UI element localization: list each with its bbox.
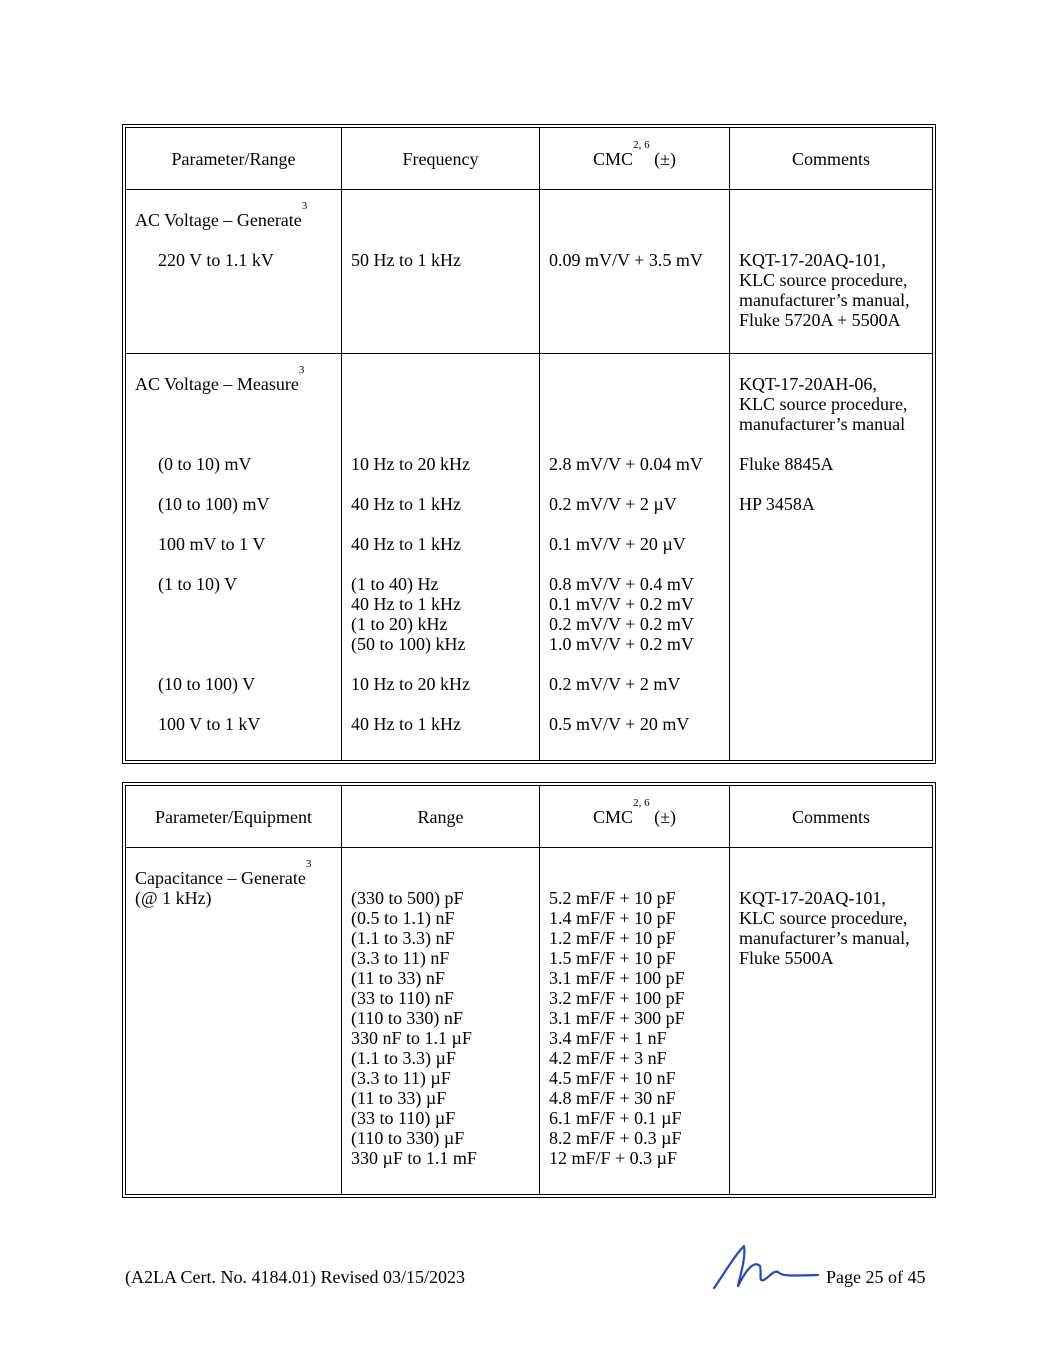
frequency-value: 40 Hz to 1 kHz [351,714,461,734]
cmc-value: 2.8 mV/V + 0.04 mV [549,454,703,474]
ac-voltage-table [122,124,936,764]
range-value: 100 V to 1 kV [158,714,261,734]
range-value: (1.1 to 3.3) µF [351,1048,456,1068]
header-frequency: Frequency [342,128,540,190]
section-title: AC Voltage – Generate$^3$ [135,200,308,230]
cmc-value: 4.5 mF/F + 10 nF [549,1068,676,1088]
table-row [126,848,933,1195]
section-title: AC Voltage – Measure$^3$ [135,364,305,394]
frequency-value: (50 to 100) kHz [351,634,466,654]
cmc-value: 5.2 mF/F + 10 pF [549,888,676,908]
comment-line: Fluke 5720A + 5500A [739,310,901,330]
table-header-row [126,786,933,848]
comment-line: KLC source procedure, [739,394,908,414]
cmc-value: 0.09 mV/V + 3.5 mV [549,250,703,270]
cmc-value: 1.4 mF/F + 10 pF [549,908,676,928]
range-value: (1.1 to 3.3) nF [351,928,455,948]
cmc-value: 3.2 mF/F + 100 pF [549,988,685,1008]
cmc-value: 1.5 mF/F + 10 pF [549,948,676,968]
cmc-value: 3.4 mF/F + 1 nF [549,1028,667,1048]
range-value: (3.3 to 11) µF [351,1068,451,1088]
header-comments: Comments [730,128,933,190]
table-header-row [126,128,933,190]
range-value: (11 to 33) µF [351,1088,447,1108]
range-value: (0 to 10) mV [158,454,252,474]
range-value: 330 µF to 1.1 mF [351,1148,477,1168]
cmc-value: 6.1 mF/F + 0.1 µF [549,1108,682,1128]
cmc-value: 0.2 mV/V + 2 µV [549,494,677,514]
range-value: 220 V to 1.1 kV [158,250,274,270]
frequency-value: 10 Hz to 20 kHz [351,454,470,474]
comment-line: Fluke 5500A [739,948,834,968]
range-value: (110 to 330) µF [351,1128,465,1148]
cmc-value: 0.5 mV/V + 20 mV [549,714,690,734]
cmc-value: 12 mF/F + 0.3 µF [549,1148,678,1168]
range-list [342,848,539,1168]
cmc-value: 1.2 mF/F + 10 pF [549,928,676,948]
comment-line: KQT-17-20AQ-101, [739,888,886,908]
cmc-value: 0.1 mV/V + 20 µV [549,534,686,554]
header-cmc: CMC$^{2, 6}$ (±) [540,786,730,848]
header-parameter-range: Parameter/Range [126,128,342,190]
range-value: (110 to 330) nF [351,1008,463,1028]
cmc-value: 1.0 mV/V + 0.2 mV [549,634,694,654]
comment-line: manufacturer’s manual, [739,928,910,948]
cmc-value: 0.1 mV/V + 0.2 mV [549,594,694,614]
range-value: (330 to 500) pF [351,888,464,908]
header-comments: Comments [730,786,933,848]
cmc-list [540,848,729,1168]
cmc-value: 0.8 mV/V + 0.4 mV [549,574,694,594]
cmc-value: 3.1 mF/F + 300 pF [549,1008,685,1028]
frequency-value: (1 to 40) Hz [351,574,439,594]
comment-line: KLC source procedure, [739,908,908,928]
capacitance-table [122,782,936,1198]
section-subtitle: (@ 1 kHz) [135,888,212,908]
comment-line: KLC source procedure, [739,270,908,290]
cmc-value: 0.2 mV/V + 0.2 mV [549,614,694,634]
table-row [126,190,933,354]
range-value: (33 to 110) µF [351,1108,456,1128]
section-title: Capacitance – Generate$^3$ [135,858,312,888]
range-value: (3.3 to 11) nF [351,948,450,968]
frequency-value: 40 Hz to 1 kHz [351,534,461,554]
comment-line: KQT-17-20AQ-101, [739,250,886,270]
comment-line: Fluke 8845A [739,454,834,474]
comment-line: HP 3458A [739,494,815,514]
comment-line: KQT-17-20AH-06, [739,374,877,394]
frequency-value: (1 to 20) kHz [351,614,448,634]
table-row [126,354,933,761]
header-parameter-equipment: Parameter/Equipment [126,786,342,848]
range-value: (10 to 100) V [158,674,256,694]
range-value: 330 nF to 1.1 µF [351,1028,472,1048]
frequency-value: 50 Hz to 1 kHz [351,250,461,270]
range-value: 100 mV to 1 V [158,534,266,554]
frequency-value: 40 Hz to 1 kHz [351,494,461,514]
cmc-value: 4.2 mF/F + 3 nF [549,1048,667,1068]
certificate-footer: (A2LA Cert. No. 4184.01) Revised 03/15/2023 [125,1267,465,1287]
header-range: Range [342,786,540,848]
comment-line: manufacturer’s manual [739,414,906,434]
frequency-value: 40 Hz to 1 kHz [351,594,461,614]
cmc-value: 4.8 mF/F + 30 nF [549,1088,676,1108]
range-value: (33 to 110) nF [351,988,454,1008]
header-cmc: CMC$^{2, 6}$ (±) [540,128,730,190]
frequency-value: 10 Hz to 20 kHz [351,674,470,694]
signature [712,1242,820,1292]
page-number: Page 25 of 45 [826,1267,926,1287]
comment-line: manufacturer’s manual, [739,290,910,310]
range-value: (0.5 to 1.1) nF [351,908,455,928]
range-value: (1 to 10) V [158,574,238,594]
cmc-value: 0.2 mV/V + 2 mV [549,674,681,694]
cmc-value: 8.2 mF/F + 0.3 µF [549,1128,682,1148]
range-value: (10 to 100) mV [158,494,270,514]
range-value: (11 to 33) nF [351,968,445,988]
cmc-value: 3.1 mF/F + 100 pF [549,968,685,988]
